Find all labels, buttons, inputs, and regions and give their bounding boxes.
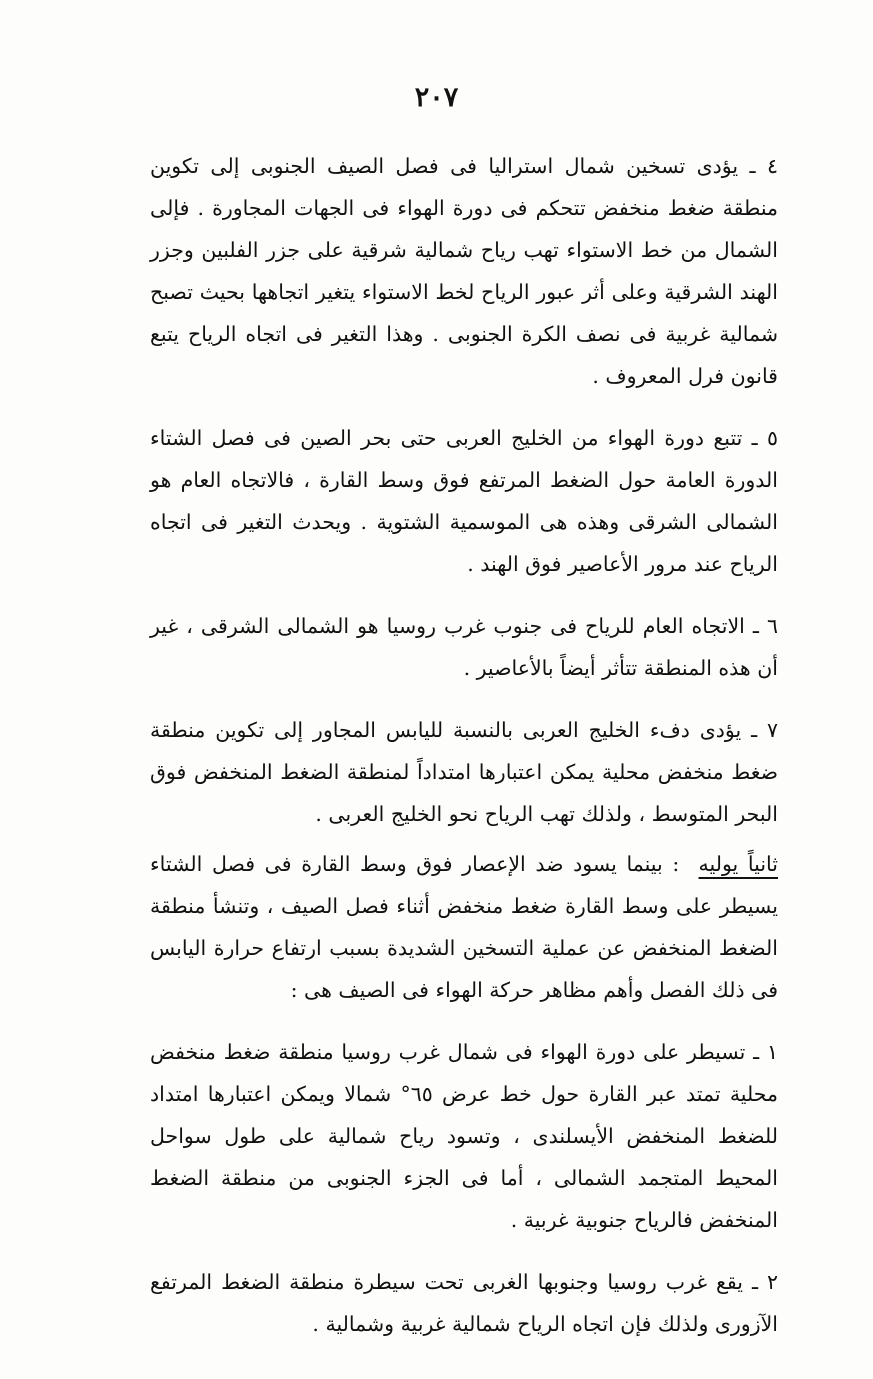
- paragraph-5: ٥ ـ تتبع دورة الهواء من الخليج العربى حتى بحر الصين فى فصل الشتاء الدورة العامة حول الضغط المرتفع فوق وسط القارة ، فالاتجاه العام هو الشمالى الشرقى وهذه هى الموسمية الشتوية . ويحدث التغير فى اتجاه الرياح عند مرور الأعاصير فوق الهند .: [150, 426, 778, 576]
- section-july: [150, 843, 778, 1011]
- paragraph-7: ٧ ـ يؤدى دفء الخليج العربى بالنسبة لليابس المجاور إلى تكوين منطقة ضغط منخفض محلية يمكن اعتبارها امتداداً لمنطقة الضغط المنخفض فوق البحر المتوسط ، ولذلك تهب الرياح نحو الخليج العربى .: [150, 718, 778, 826]
- page-body: [150, 145, 778, 1345]
- section-text: : بينما يسود ضد الإعصار فوق وسط القارة فى فصل الشتاء يسيطر على وسط القارة ضغط منخفض أثناء فصل الصيف ، وتنشأ منطقة الضغط المنخفض عن عملية التسخين الشديدة بسبب ارتفاع حرارة اليابس فى ذلك الفصل وأهم مظاهر حركة الهواء فى الصيف هى :: [150, 852, 778, 1002]
- page-number: ٢٠٧: [414, 82, 459, 113]
- item-2: ٢ ـ يقع غرب روسيا وجنوبها الغربى تحت سيطرة منطقة الضغط المرتفع الآزورى ولذلك فإن اتجاه الرياح شمالية غربية وشمالية .: [150, 1270, 778, 1336]
- item-1: ١ ـ تسيطر على دورة الهواء فى شمال غرب روسيا منطقة ضغط منخفض محلية تمتد عبر القارة حول خط عرض ٦٥° شمالا ويمكن اعتبارها امتداد للضغط المنخفض الأيسلندى ، وتسود رياح شمالية على طول سواحل المحيط المتجمد الشمالى ، أما فى الجزء الجنوبى من منطقة الضغط المنخفض فالرياح جنوبية غربية .: [150, 1040, 778, 1232]
- section-heading: ثانياً يوليه: [698, 852, 778, 876]
- paragraph-6: ٦ ـ الاتجاه العام للرياح فى جنوب غرب روسيا هو الشمالى الشرقى ، غير أن هذه المنطقة تتأثر أيضاً بالأعاصير .: [150, 614, 778, 680]
- paragraph-4: ٤ ـ يؤدى تسخين شمال استراليا فى فصل الصيف الجنوبى إلى تكوين منطقة ضغط منخفض تتحكم فى دورة الهواء فى الجهات المجاورة . فإلى الشمال من خط الاستواء تهب رياح شمالية شرقية على جزر الفلبين وجزر الهند الشرقية وعلى أثر عبور الرياح لخط الاستواء يتغير اتجاهها بحيث تصبح شمالية غربية فى نصف الكرة الجنوبى . وهذا التغير فى اتجاه الرياح يتبع قانون فرل المعروف .: [150, 154, 778, 388]
